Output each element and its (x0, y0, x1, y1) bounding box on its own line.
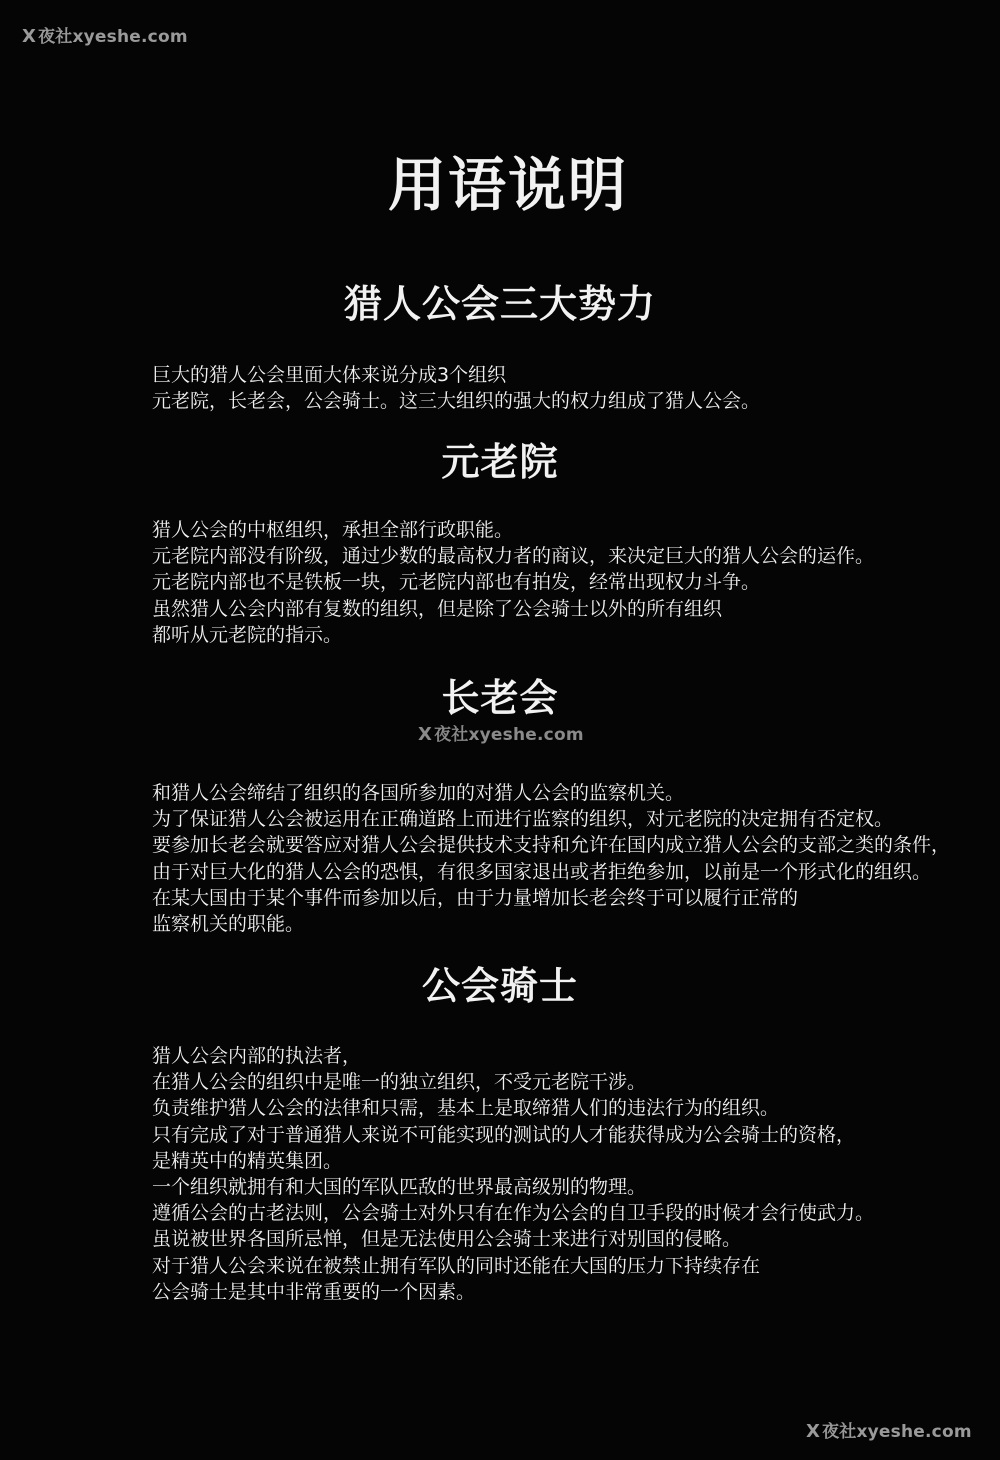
section-heading-three-powers: 猎人公会三大势力 (343, 282, 656, 326)
body-line: 都听从元老院的指示。 (152, 623, 343, 646)
body-line: 由于对巨大化的猎人公会的恐惧，有很多国家退出或者拒绝参加，以前是一个形式化的组织。 (152, 860, 932, 883)
body-line: 为了保证猎人公会被运用在正确道路上而进行监察的组织，对元老院的决定拥有否定权。 (152, 808, 894, 831)
body-line: 在某大国由于某个事件而参加以后，由于力量增加长老会终于可以履行正常的 (152, 886, 799, 909)
body-line: 要参加长老会就要答应对猎人公会提供技术支持和允许在国内成立猎人公会的支部之类的条件， (152, 834, 951, 857)
page-title: 用语说明 (387, 151, 628, 219)
body-line: 虽说被世界各国所忌惮，但是无法使用公会骑士来进行对别国的侵略。 (152, 1228, 742, 1251)
body-line: 和猎人公会缔结了组织的各国所参加的对猎人公会的监察机关。 (152, 782, 685, 804)
watermark-text: 夜社xyeshe.com (38, 27, 188, 47)
section-heading-guild-knights: 公会骑士 (421, 964, 578, 1008)
watermark-text: 夜社xyeshe.com (434, 725, 584, 745)
watermark-x-icon: X (806, 1421, 821, 1442)
body-line: 巨大的猎人公会里面大体来说分成3个组织 (152, 364, 507, 386)
section-body-elders (152, 780, 1000, 937)
body-line: 公会骑士是其中非常重要的一个因素。 (152, 1280, 476, 1303)
body-line: 元老院内部也不是铁板一块，元老院内部也有拍发，经常出现权力斗争。 (152, 571, 761, 594)
body-line: 是精英中的精英集团。 (152, 1149, 343, 1172)
body-line: 对于猎人公会来说在被禁止拥有军队的同时还能在大国的压力下持续存在 (152, 1254, 761, 1277)
body-line: 只有完成了对于普通猎人来说不可能实现的测试的人才能获得成为公会骑士的资格， (152, 1123, 856, 1146)
section-heading-senate: 元老院 (441, 440, 559, 484)
watermark-x-icon: X (418, 724, 433, 745)
body-line: 在猎人公会的组织中是唯一的独立组织，不受元老院干涉。 (152, 1071, 647, 1094)
body-line: 元老院内部没有阶级，通过少数的最高权力者的商议，来决定巨大的猎人公会的运作。 (152, 545, 875, 568)
section-heading-elders: 长老会 (441, 676, 559, 720)
section-body-senate (152, 517, 1000, 648)
body-line: 猎人公会的中枢组织，承担全部行政职能。 (152, 519, 514, 541)
body-line: 一个组织就拥有和大国的军队匹敌的世界最高级别的物理。 (152, 1175, 647, 1198)
watermark-top (22, 22, 188, 47)
watermark-bottom (806, 1417, 972, 1442)
body-line: 遵循公会的古老法则，公会骑士对外只有在作为公会的自卫手段的时候才会行使武力。 (152, 1202, 875, 1225)
watermark-middle (418, 720, 584, 745)
body-line: 负责维护猎人公会的法律和只需，基本上是取缔猎人们的违法行为的组织。 (152, 1097, 780, 1120)
section-body-guild-knights (152, 1043, 1000, 1305)
body-line: 元老院，长老会，公会骑士。这三大组织的强大的权力组成了猎人公会。 (152, 390, 761, 413)
watermark-x-icon: X (22, 26, 37, 47)
section-body-three-powers (152, 362, 1000, 414)
watermark-text: 夜社xyeshe.com (822, 1422, 972, 1442)
body-line: 虽然猎人公会内部有复数的组织，但是除了公会骑士以外的所有组织 (152, 597, 723, 620)
body-line: 猎人公会内部的执法者， (152, 1045, 362, 1067)
body-line: 监察机关的职能。 (152, 912, 305, 935)
